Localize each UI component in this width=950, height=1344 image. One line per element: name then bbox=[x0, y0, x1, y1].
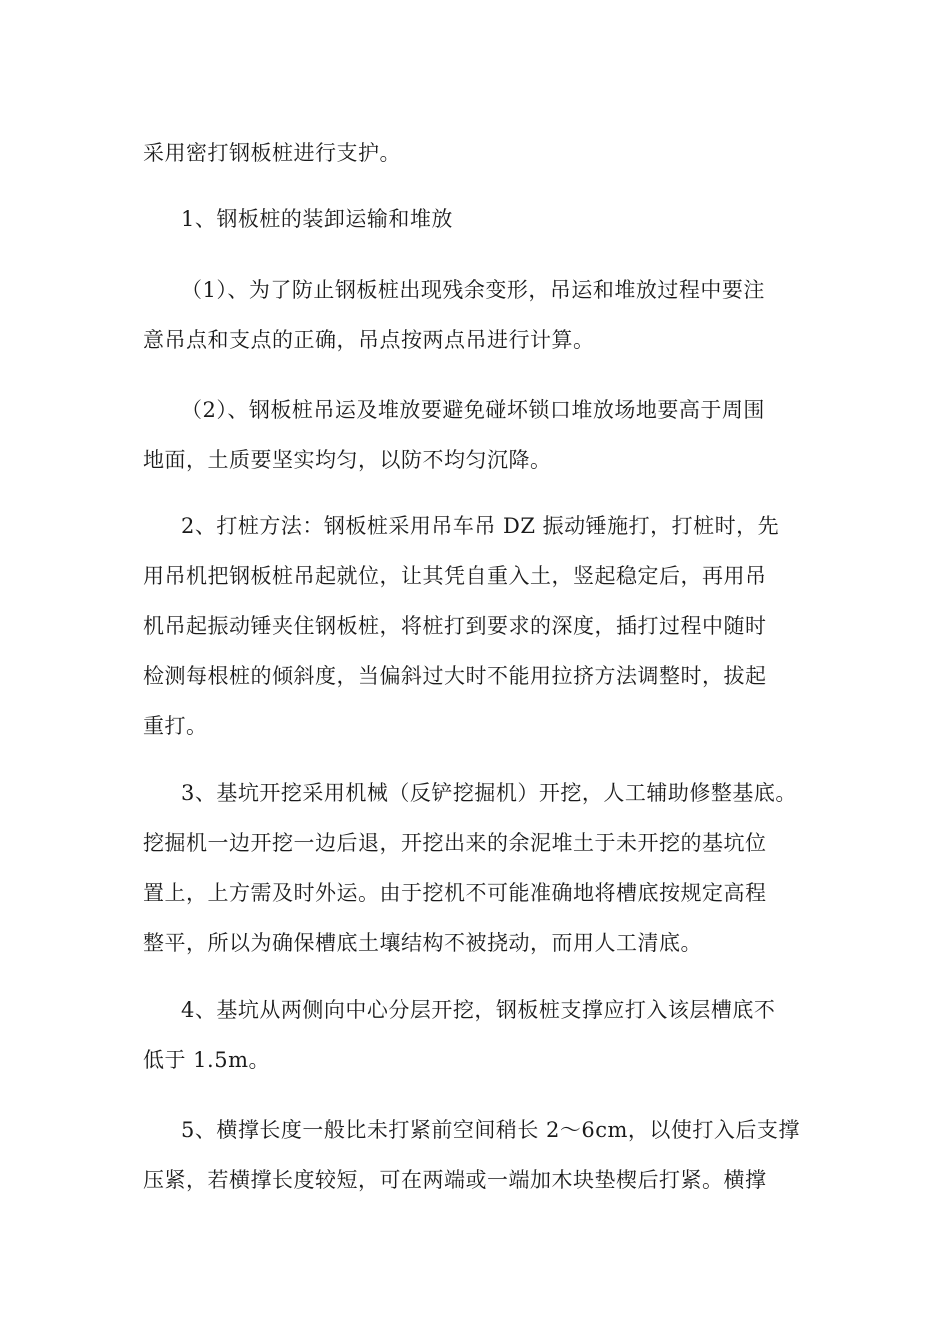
text-line: 4、基坑从两侧向中心分层开挖，钢板桩支撑应打入该层槽底不 bbox=[181, 998, 776, 1022]
text-line: 5、横撑长度一般比未打紧前空间稍长 2～6cm，以使打入后支撑 bbox=[181, 1118, 800, 1142]
text-line: 意吊点和支点的正确，吊点按两点吊进行计算。 bbox=[143, 328, 595, 352]
text-line: 2、打桩方法：钢板桩采用吊车吊 DZ 振动锤施打，打桩时，先 bbox=[181, 514, 780, 538]
text-line: 挖掘机一边开挖一边后退，开挖出来的余泥堆土于未开挖的基坑位 bbox=[143, 831, 767, 855]
text-line: 压紧，若横撑长度较短，可在两端或一端加木块垫楔后打紧。横撑 bbox=[143, 1168, 767, 1192]
text-line: 采用密打钢板桩进行支护。 bbox=[143, 141, 401, 165]
text-line: （1）、为了防止钢板桩出现残余变形，吊运和堆放过程中要注 bbox=[181, 278, 765, 302]
text-line: 检测每根桩的倾斜度，当偏斜过大时不能用拉挤方法调整时，拔起 bbox=[143, 664, 767, 688]
text-line: 整平，所以为确保槽底土壤结构不被挠动，而用人工清底。 bbox=[143, 931, 702, 955]
text-line: （2）、钢板桩吊运及堆放要避免碰坏锁口堆放场地要高于周围 bbox=[181, 398, 765, 422]
text-line: 低于 1.5m。 bbox=[143, 1048, 270, 1072]
text-line: 置上，上方需及时外运。由于挖机不可能准确地将槽底按规定高程 bbox=[143, 881, 767, 905]
text-line: 机吊起振动锤夹住钢板桩，将桩打到要求的深度，插打过程中随时 bbox=[143, 614, 767, 638]
text-line: 1、钢板桩的装卸运输和堆放 bbox=[181, 207, 453, 231]
text-line: 重打。 bbox=[143, 714, 208, 738]
text-line: 用吊机把钢板桩吊起就位，让其凭自重入土，竖起稳定后，再用吊 bbox=[143, 564, 767, 588]
text-line: 3、基坑开挖采用机械（反铲挖掘机）开挖，人工辅助修整基底。 bbox=[181, 781, 797, 805]
text-line: 地面，土质要坚实均匀，以防不均匀沉降。 bbox=[143, 448, 552, 472]
